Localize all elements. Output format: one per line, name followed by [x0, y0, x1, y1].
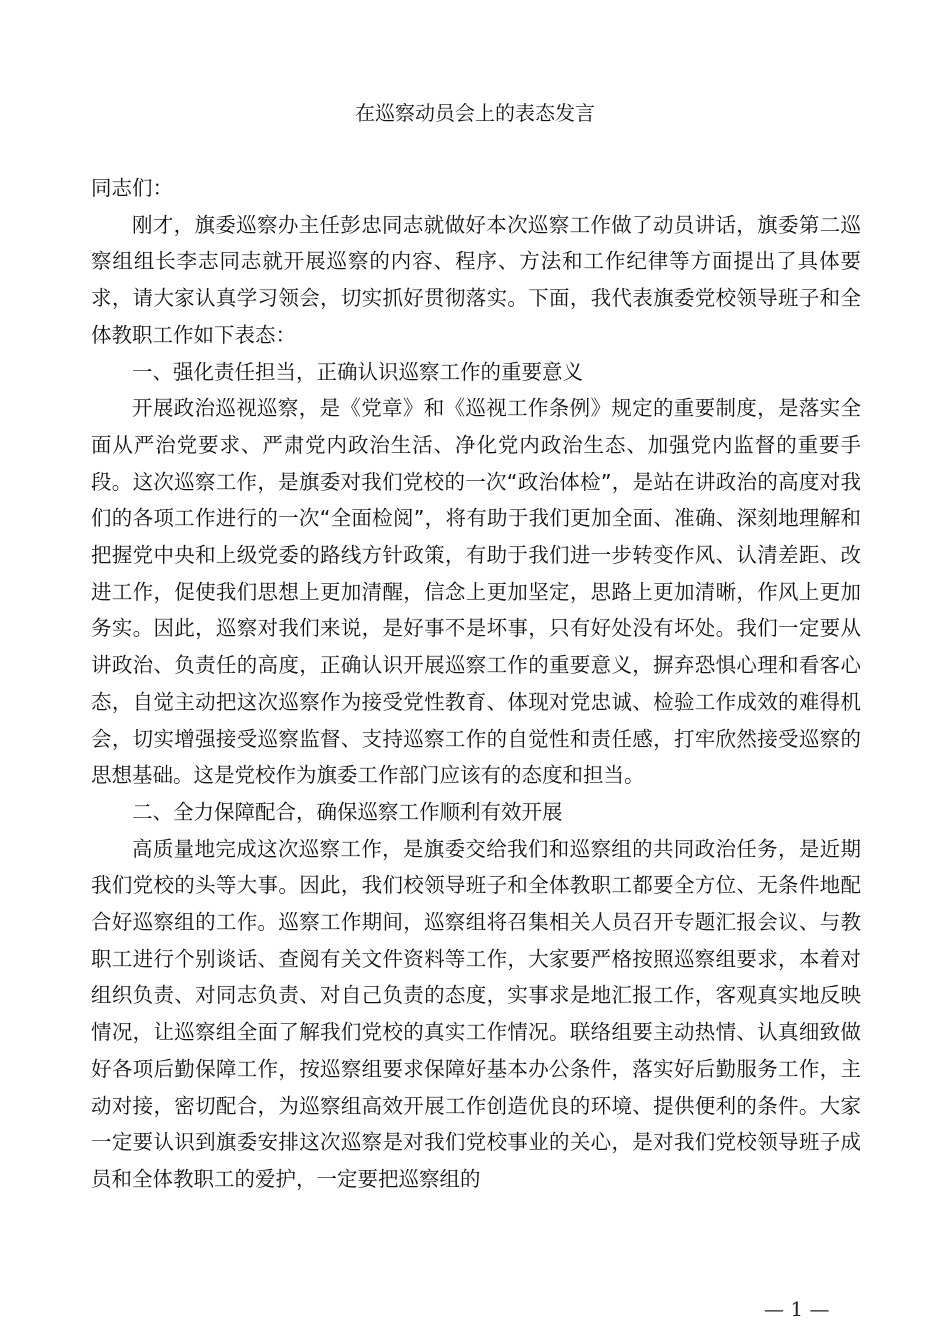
section-heading-2: 二、全力保障配合，确保巡察工作顺利有效开展: [132, 799, 563, 824]
paragraph-section-2: 高质量地完成这次巡察工作，是旗委交给我们和巡察组的共同政治任务，是近期我们党校的头等大事。因此，我们校领导班子和全体教职工都要全方位、无条件地配合好巡察组的工作。巡察工作期间，巡察组将召集相关人员召开专题汇报会议、与教职工进行个别谈话、查阅有关文件资料等工作，大家要严格按照巡察组要求，本着对组织负责、对同志负责、对自己负责的态度，实事求是地汇报工作，客观真实地反映情况，让巡察组全面了解我们党校的真实工作情况。联络组要主动热情、认真细致做好各项后勤保障工作，按巡察组要求保障好基本办公条件，落实好后勤服务工作，主动对接，密切配合，为巡察组高效开展工作创造优良的环境、提供便利的条件。大家一定要认识到旗委安排这次巡察是对我们党校事业的关心，是对我们党校领导班子成员和全体教职工的爱护，一定要把巡察组的: [91, 836, 861, 1191]
document-body: [91, 170, 861, 1198]
paragraph-intro: 刚才，旗委巡察办主任彭忠同志就做好本次巡察工作做了动员讲话，旗委第二巡察组组长李志同志就开展巡察的内容、程序、方法和工作纪律等方面提出了具体要求，请大家认真学习领会，切实抓好贯彻落实。下面，我代表旗委党校领导班子和全体教职工作如下表态：: [91, 212, 861, 347]
document-title: 在巡察动员会上的表态发言: [355, 101, 595, 125]
page-number: — 1 —: [764, 1297, 830, 1321]
paragraph-section-1: 开展政治巡视巡察，是《党章》和《巡视工作条例》规定的重要制度，是落实全面从严治党要求、严肃党内政治生活、净化党内政治生态、加强党内监督的重要手段。这次巡察工作，是旗委对我们党校的一次“政治体检”，是站在讲政治的高度对我们的各项工作进行的一次“全面检阅”，将有助于我们更加全面、准确、深刻地理解和把握党中央和上级党委的路线方针政策，有助于我们进一步转变作风、认清差距、改进工作，促使我们思想上更加清醒，信念上更加坚定，思路上更加清晰，作风上更加务实。因此，巡察对我们来说，是好事不是坏事，只有好处没有坏处。我们一定要从讲政治、负责任的高度，正确认识开展巡察工作的重要意义，摒弃恐惧心理和看客心态，自觉主动把这次巡察作为接受党性教育、体现对党忠诚、检验工作成效的难得机会，切实增强接受巡察监督、支持巡察工作的自觉性和责任感，打牢欣然接受巡察的思想基础。这是党校作为旗委工作部门应该有的态度和担当。: [91, 396, 861, 788]
salutation: 同志们：: [91, 176, 173, 200]
section-heading-1: 一、强化责任担当，正确认识巡察工作的重要意义: [132, 359, 583, 384]
